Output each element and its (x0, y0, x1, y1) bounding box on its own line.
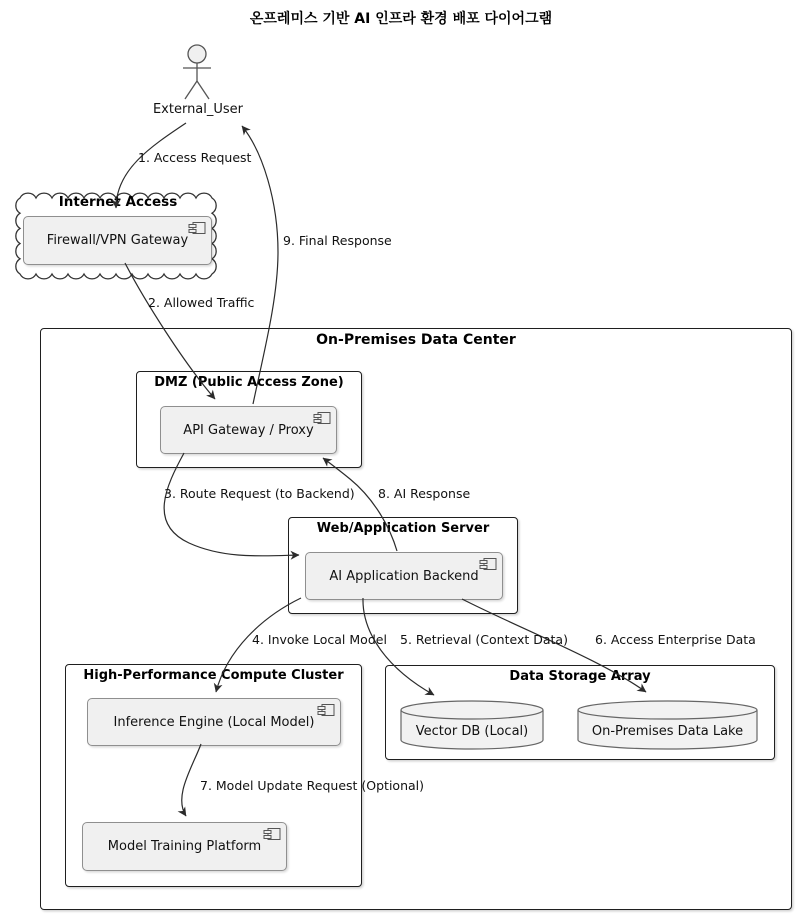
edge-label-8-ai-response: 8. AI Response (378, 486, 471, 501)
component-label: Inference Engine (Local Model) (113, 714, 315, 730)
edge-label-9-final-response: 9. Final Response (283, 233, 392, 248)
component-label: AI Application Backend (329, 568, 479, 584)
edge-label-1-access-request: 1. Access Request (138, 150, 252, 165)
component-inference-engine (87, 698, 341, 746)
node-title-data-center: On-Premises Data Center (316, 332, 516, 348)
component-label: Firewall/VPN Gateway (46, 233, 189, 248)
edge-label-2-allowed-traffic: 2. Allowed Traffic (148, 295, 255, 310)
node-title-storage: Data Storage Array (509, 669, 651, 684)
database-label: On-Premises Data Lake (591, 724, 744, 739)
component-model-training-platform (82, 822, 287, 871)
component-label: API Gateway / Proxy (183, 422, 314, 438)
actor-icon (168, 44, 226, 102)
component-icon (479, 557, 497, 571)
internet-cloud-title: Internet Access (58, 194, 178, 210)
component-icon (263, 827, 281, 841)
actor-label: External_User (152, 102, 244, 117)
database-data-lake (577, 700, 758, 752)
edge-label-4-invoke-local-model: 4. Invoke Local Model (252, 632, 387, 647)
database-label: Vector DB (Local) (415, 724, 529, 739)
edge-label-7-model-update-request: 7. Model Update Request (Optional) (200, 778, 424, 793)
node-title-dmz: DMZ (Public Access Zone) (154, 375, 344, 390)
edge-label-3-route-request: 3. Route Request (to Backend) (164, 486, 355, 501)
component-firewall-vpn-gateway (23, 216, 212, 265)
edge-label-5-retrieval: 5. Retrieval (Context Data) (400, 632, 568, 647)
node-title-webserver: Web/Application Server (316, 521, 490, 536)
component-api-gateway-proxy (160, 406, 337, 454)
component-icon (313, 411, 331, 425)
database-vector-db (400, 700, 544, 752)
component-icon (317, 703, 335, 717)
diagram-title: 온프레미스 기반 AI 인프라 환경 배포 다이어그램 (249, 11, 553, 27)
node-title-compute-cluster: High-Performance Compute Cluster (83, 668, 344, 683)
component-icon (188, 221, 206, 235)
edge-label-6-access-enterprise-data: 6. Access Enterprise Data (595, 632, 756, 647)
component-ai-application-backend (305, 552, 503, 600)
component-label: Model Training Platform (107, 839, 262, 854)
